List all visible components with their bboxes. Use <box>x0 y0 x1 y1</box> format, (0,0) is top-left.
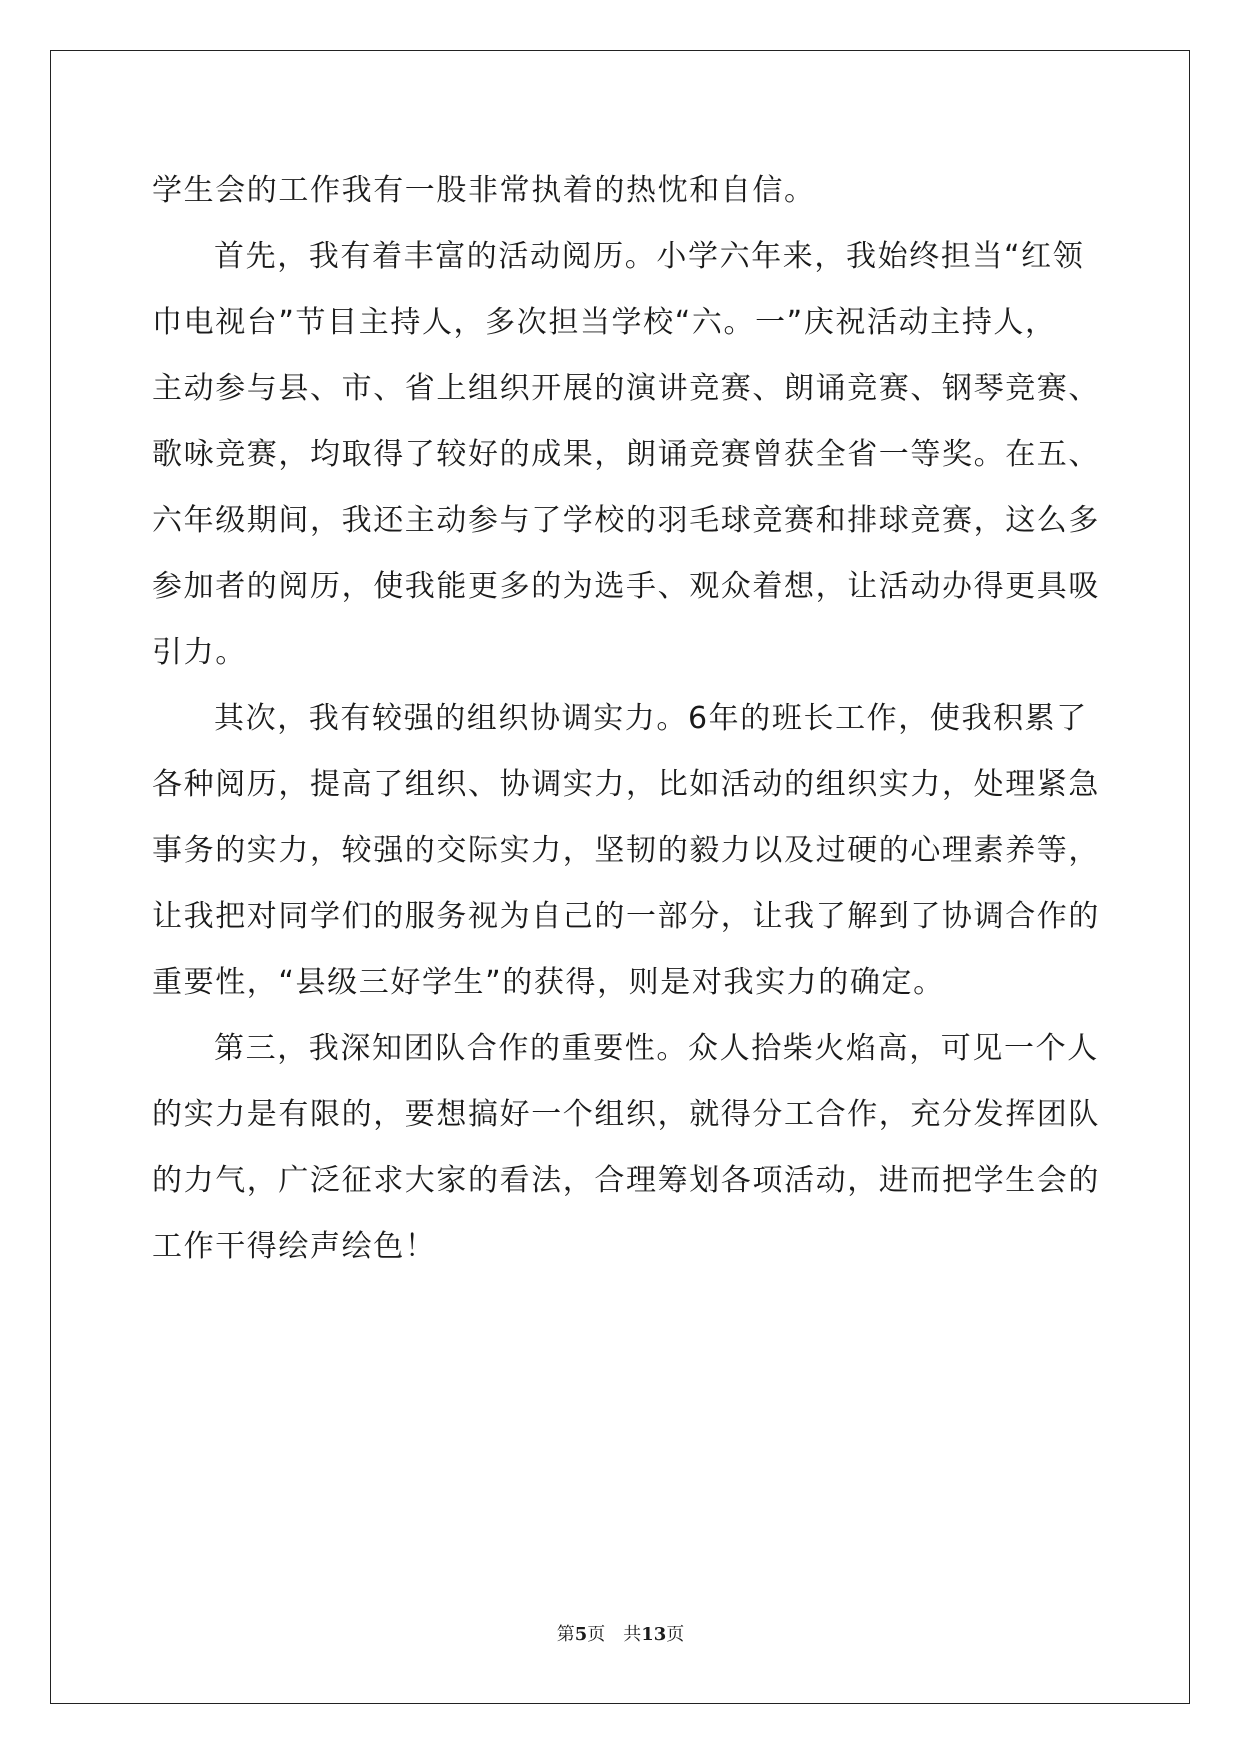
text-line: 事务的实力，较强的交际实力，坚韧的毅力以及过硬的心理素养等， <box>152 833 1100 868</box>
text-line: 学生会的工作我有一股非常执着的热忱和自信。 <box>152 173 816 208</box>
total-pages: 13 <box>641 1624 667 1645</box>
page-suffix: 页 <box>587 1624 606 1645</box>
document-body <box>152 158 1100 1280</box>
paragraph-first-line: 首先，我有着丰富的活动阅历。小学六年来，我始终担当“红领 <box>214 239 1085 274</box>
text-line: 的实力是有限的，要想搞好一个组织，就得分工合作，充分发挥团队 <box>152 1097 1100 1132</box>
text-line: 的力气，广泛征求大家的看法，合理筹划各项活动，进而把学生会的 <box>152 1163 1100 1198</box>
paragraph-first-line: 第三，我深知团队合作的重要性。众人拾柴火焰高，可见一个人 <box>214 1031 1099 1066</box>
text-line: 各种阅历，提高了组织、协调实力，比如活动的组织实力，处理紧急 <box>152 767 1100 802</box>
text-line: 让我把对同学们的服务视为自己的一部分，让我了解到了协调合作的 <box>152 899 1100 934</box>
text-line: 工作干得绘声绘色！ <box>152 1229 437 1264</box>
text-line: 主动参与县、市、省上组织开展的演讲竞赛、朗诵竞赛、钢琴竞赛、 <box>152 371 1100 406</box>
page-number: 5 <box>574 1624 588 1645</box>
text-line: 歌咏竞赛，均取得了较好的成果，朗诵竞赛曾获全省一等奖。在五、 <box>152 437 1100 472</box>
page-prefix: 第 <box>556 1624 575 1645</box>
total-prefix: 共 <box>623 1624 642 1645</box>
text-line: 重要性，“县级三好学生”的获得，则是对我实力的确定。 <box>152 965 945 1000</box>
text-line: 六年级期间，我还主动参与了学校的羽毛球竞赛和排球竞赛，这么多 <box>152 503 1100 538</box>
page-footer <box>0 1623 1241 1647</box>
paragraph-first-line: 其次，我有较强的组织协调实力。6年的班长工作，使我积累了 <box>214 701 1088 736</box>
text-line: 引力。 <box>152 635 247 670</box>
total-suffix: 页 <box>666 1624 685 1645</box>
text-line: 巾电视台”节目主持人，多次担当学校“六。一”庆祝活动主持人， <box>152 305 1057 340</box>
text-line: 参加者的阅历，使我能更多的为选手、观众着想，让活动办得更具吸 <box>152 569 1100 604</box>
